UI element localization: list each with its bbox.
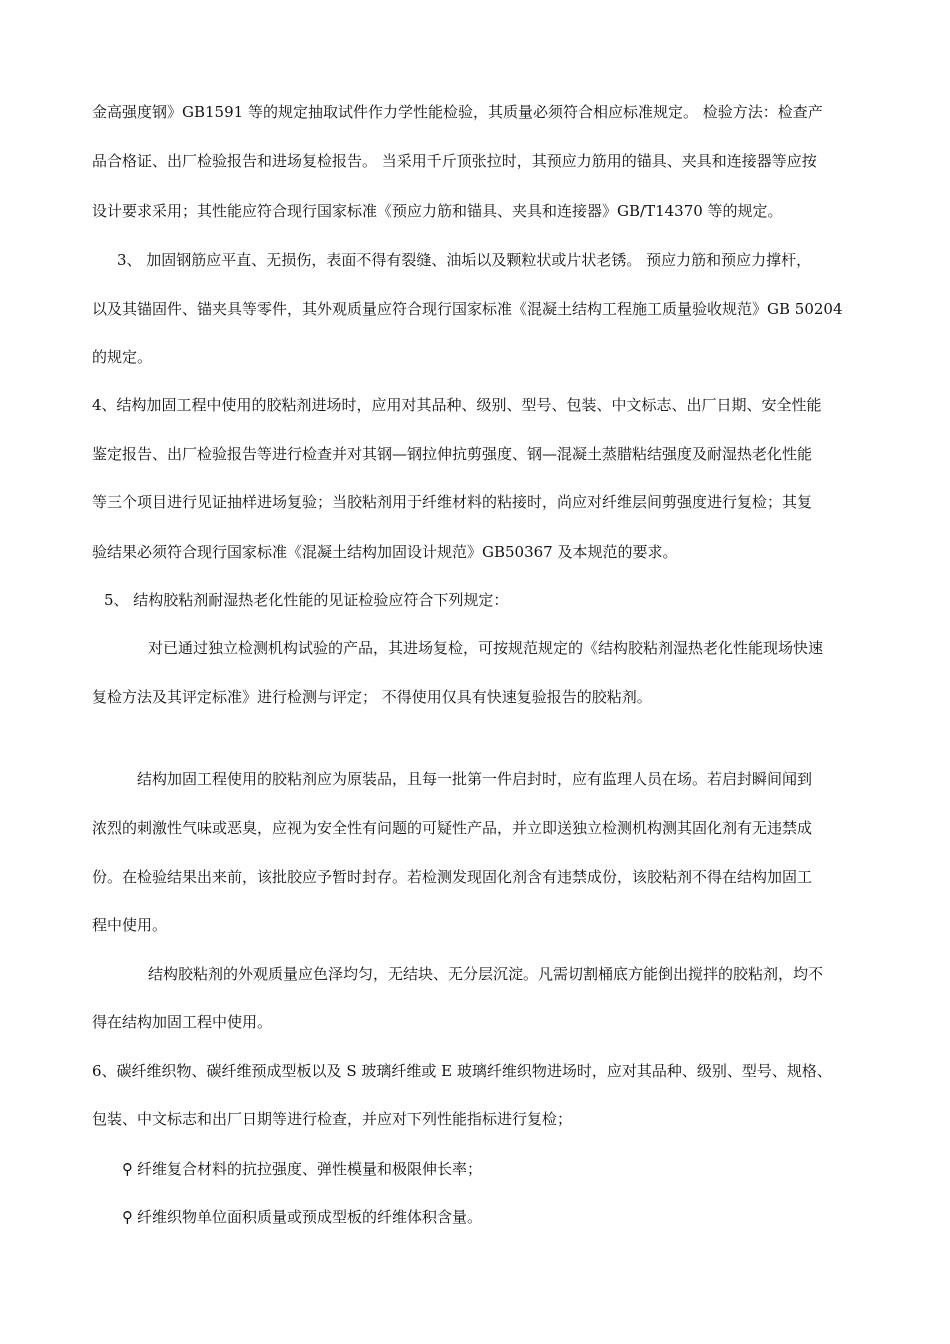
text-line: 验结果必须符合现行国家标准《混凝土结构加固设计规范》GB50367 及本规范的要求。 [92,543,678,561]
text-line: 以及其锚固件、锚夹具等零件，其外观质量应符合现行国家标准《混凝土结构工程施工质量验收规范》GB 50204 [92,300,843,318]
text-line: 鉴定报告、出厂检验报告等进行检查并对其钢—钢拉伸抗剪强度、钢—混凝土蒸腊粘结强度及耐湿热老化性能 [92,445,813,463]
text-line: 6、碳纤维织物、碳纤维预成型板以及 S 玻璃纤维或 E 玻璃纤维织物进场时，应对其品种、级别、型号、规格、 [92,1062,832,1080]
bullet-item [122,1206,860,1228]
text-line: 3、 加固钢筋应平直、无损伤，表面不得有裂缝、油垢以及颗粒状或片状老锈。 预应力筋和预应力撑杆， [117,251,812,269]
text-line: 份。在检验结果出来前，该批胶应予暂时封存。若检测发现固化剂含有违禁成份，该胶粘剂不得在结构加固工 [92,868,813,886]
text-line: 5、 结构胶粘剂耐湿热老化性能的见证检验应符合下列规定： [104,591,509,609]
text-line: 复检方法及其评定标准》进行检测与评定； 不得使用仅具有快速复验报告的胶粘剂。 [92,688,652,706]
bullet-icon: ⚲ [122,1208,133,1226]
bullet-text: 纤维织物单位面积质量或预成型板的纤维体积含量。 [137,1208,483,1226]
text-line: 结构胶粘剂的外观质量应色泽均匀，无结块、无分层沉淀。凡需切割桶底方能倒出搅拌的胶粘剂，均不 [148,965,824,983]
text-line: 包装、中文标志和出厂日期等进行检查，并应对下列性能指标进行复检； [92,1110,573,1128]
text-line: 金高强度钢》GB1591 等的规定抽取试件作力学性能检验，其质量必须符合相应标准规定。 检验方法：检查产 [92,103,823,121]
text-line: 浓烈的刺激性气味或恶臭，应视为安全性有问题的可疑性产品，并立即送独立检测机构测其固化剂有无违禁成 [92,819,813,837]
bullet-icon: ⚲ [122,1160,133,1178]
bullet-item [122,1158,860,1180]
text-line: 4、结构加固工程中使用的胶粘剂进场时，应用对其品种、级别、型号、包装、中文标志、出厂日期、安全性能 [92,396,822,414]
text-line: 品合格证、出厂检验报告和进场复检报告。 当采用千斤顶张拉时，其预应力筋用的锚具、夹具和连接器等应按 [92,152,817,170]
text-line: 的规定。 [92,348,153,366]
text-line: 程中使用。 [92,916,168,934]
text-line: 结构加固工程使用的胶粘剂应为原装品，且每一批第一件启封时，应有监理人员在场。若启封瞬间闻到 [137,770,813,788]
text-line: 对已通过独立检测机构试验的产品，其进场复检，可按规范规定的《结构胶粘剂湿热老化性能现场快速 [148,639,824,657]
text-line: 设计要求采用；其性能应符合现行国家标准《预应力筋和锚具、夹具和连接器》GB/T14370 等的规定。 [92,202,783,220]
bullet-text: 纤维复合材料的抗拉强度、弹性模量和极限伸长率； [137,1160,483,1178]
text-line: 等三个项目进行见证抽样进场复验；当胶粘剂用于纤维材料的粘接时，尚应对纤维层间剪强度进行复检；其复 [92,493,813,511]
text-line: 得在结构加固工程中使用。 [92,1013,273,1031]
